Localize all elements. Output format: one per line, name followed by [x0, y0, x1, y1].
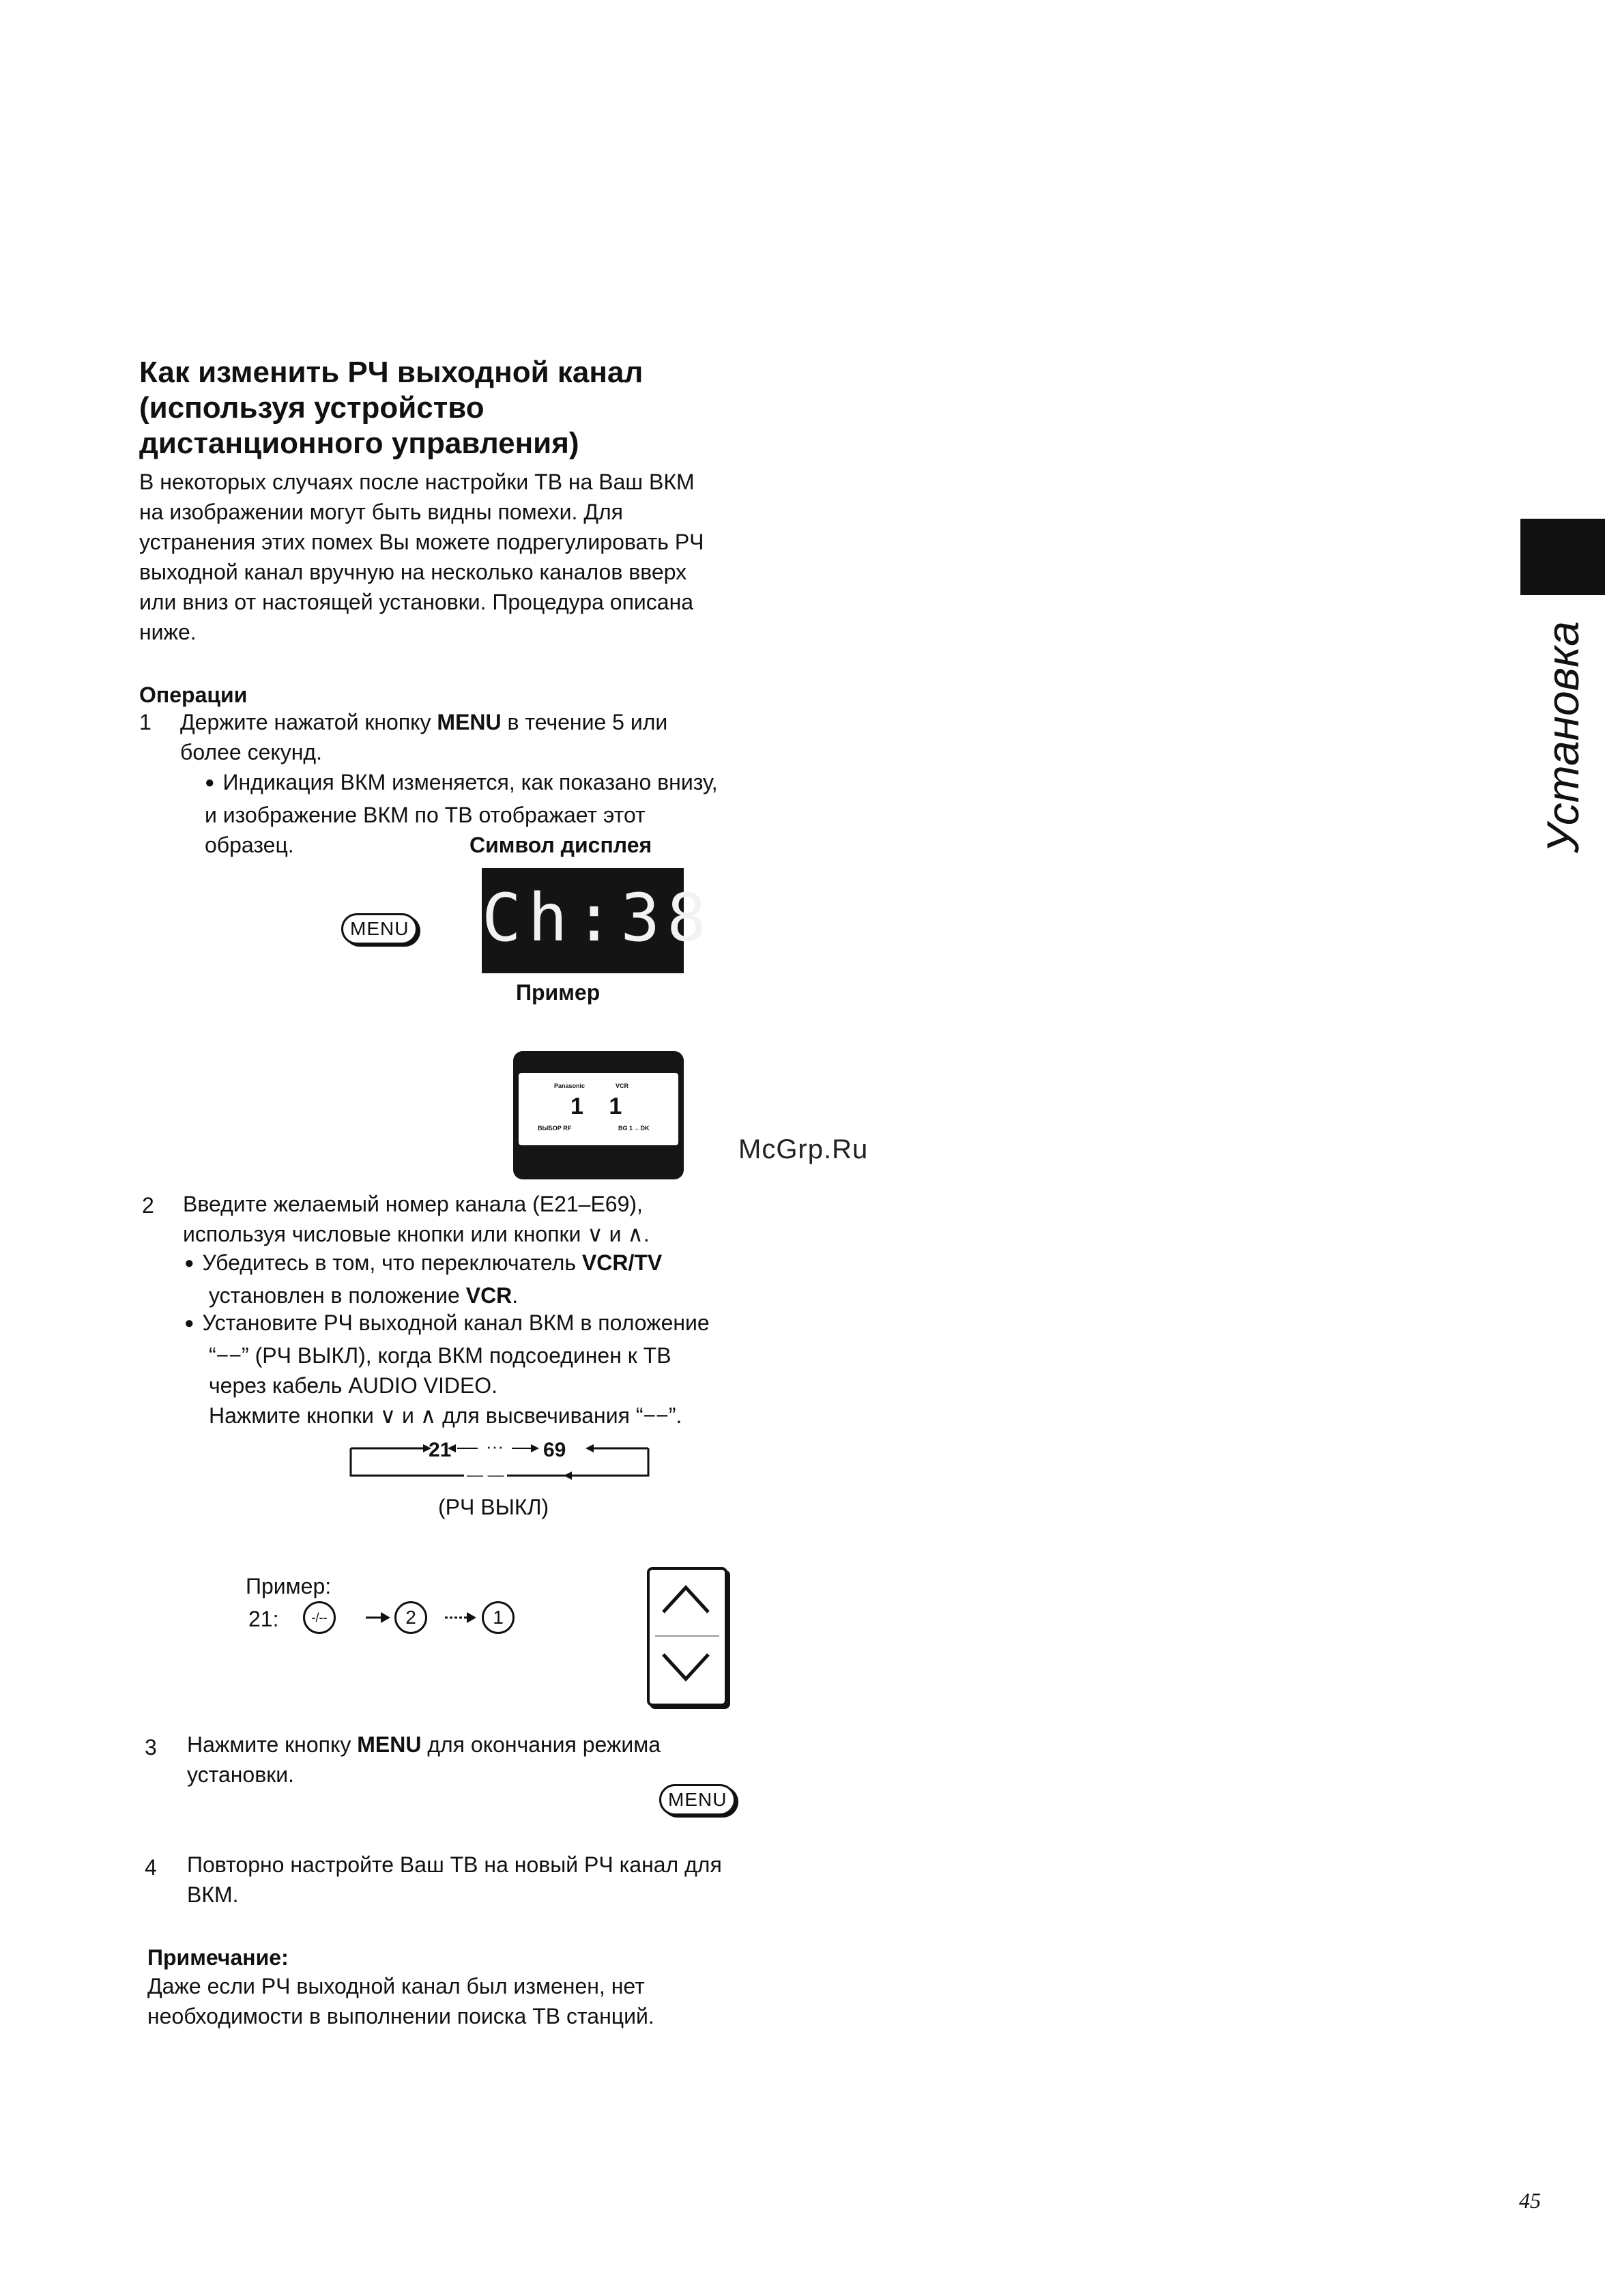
step-2-b1-text-2: установлен в положение: [209, 1283, 466, 1308]
tv-rf-label: ВЫБОР RF: [538, 1125, 572, 1132]
menu-button: MENU: [659, 1784, 736, 1816]
step-1-line-2: более секунд.: [180, 740, 322, 764]
cycle-caption: (РЧ ВЫКЛ): [438, 1495, 549, 1519]
menu-button: MENU: [341, 913, 418, 945]
cycle-dots: ···: [486, 1436, 504, 1456]
title-line-3: дистанционного управления): [139, 427, 579, 460]
cycle-start: 21: [429, 1439, 452, 1461]
step-2-bullet-1: [184, 1248, 798, 1310]
digit-key-2-icon: 2: [394, 1601, 427, 1634]
intro-line: В некоторых случаях после настройки ТВ на Ваш ВКМ: [139, 470, 695, 494]
tv-system-label: BG 1 ←DK: [618, 1125, 650, 1132]
note-line-2: необходимости в выполнении поиска ТВ станций.: [147, 2004, 654, 2028]
step-3-line-2: установки.: [187, 1762, 294, 1787]
tv-end-label: КОНЕЦ:MENU: [601, 1136, 643, 1143]
step-2-b1-text: Убедитесь в том, что переключатель: [202, 1250, 582, 1275]
intro-line: устранения этих помех Вы можете подрегулировать РЧ: [139, 530, 704, 554]
step-2-b2-line-3: через кабель AUDIO VIDEO.: [209, 1373, 498, 1398]
step-3-number: 3: [145, 1735, 157, 1760]
step-2-b1-period: .: [512, 1283, 519, 1308]
step-2-line-1: Введите желаемый номер канала (E21–E69),: [183, 1192, 643, 1216]
step-4-text: [187, 1850, 815, 1910]
vcr-keyword: VCR: [465, 1283, 512, 1308]
section-tab-label: Установка: [1537, 621, 1588, 854]
step-3-text: [187, 1730, 801, 1790]
step-3-text-b: для окончания режима: [421, 1732, 661, 1757]
example-caption: Пример: [516, 980, 601, 1005]
menu-keyword: MENU: [437, 710, 502, 734]
page-number: 45: [1519, 2188, 1541, 2213]
note-heading: Примечание:: [147, 1945, 289, 1970]
vcr-display-value: Ch:38: [482, 880, 713, 956]
section-tab-marker: [1520, 519, 1605, 595]
step-2-b2-line-4: Нажмите кнопки ∨ и ∧ для высвечивания “−−”.: [209, 1403, 682, 1428]
step-1-number: 1: [139, 710, 151, 734]
digit-key-1-icon: 1: [482, 1601, 515, 1634]
intro-line: выходной канал вручную на несколько каналов вверх: [139, 560, 687, 584]
note-line-1: Даже если РЧ выходной канал был изменен, нет: [147, 1974, 645, 1998]
up-arrow-icon: [659, 1581, 712, 1619]
tv-brand: Panasonic: [554, 1082, 585, 1089]
arrow-right-icon: [444, 1609, 478, 1626]
step-2-bullet-2: [184, 1308, 812, 1431]
intro-line: или вниз от настоящей установки. Процедура описана: [139, 590, 694, 614]
example-prefix: 21:: [248, 1607, 279, 1631]
step-1-text-a: Держите нажатой кнопку: [180, 710, 437, 734]
tv-channel-digits: 1 1: [570, 1093, 632, 1119]
watermark-text: McGrp.Ru: [738, 1134, 869, 1164]
cycle-end: 69: [543, 1439, 566, 1461]
tv-model: VCR: [616, 1082, 629, 1089]
intro-line: на изображении могут быть видны помехи. Для: [139, 500, 623, 524]
step-1-text: [180, 707, 794, 767]
page-title: [139, 355, 822, 461]
step-1-text-b: в течение 5 или: [501, 710, 668, 734]
step-1-bullet-line-3: образец.: [205, 833, 294, 857]
arrow-right-icon: [364, 1609, 392, 1626]
title-line-2: (используя устройство: [139, 391, 485, 425]
up-down-divider: [655, 1635, 719, 1637]
step-1-bullet-line-1: ● Индикация ВКМ изменяется, как показано внизу,: [205, 767, 805, 800]
vcr-tv-keyword: VCR/TV: [581, 1250, 663, 1275]
step-4-number: 4: [145, 1855, 157, 1880]
operations-heading: Операции: [139, 683, 248, 707]
cycle-off-dashes: — —: [464, 1466, 507, 1485]
step-2-b2-line-1: ● Установите РЧ выходной канал ВКМ в положение: [184, 1308, 812, 1340]
note-text: [147, 1971, 775, 2031]
step-4-line-1: Повторно настройте Ваш ТВ на новый РЧ канал для: [187, 1852, 722, 1877]
menu-keyword: MENU: [357, 1732, 422, 1757]
down-arrow-icon: [659, 1648, 712, 1686]
step-3-text-a: Нажмите кнопку: [187, 1732, 358, 1757]
example-label: Пример:: [246, 1574, 332, 1598]
step-2-text: [183, 1189, 797, 1249]
step-4-line-2: ВКМ.: [187, 1882, 239, 1907]
intro-paragraph: [139, 467, 801, 647]
step-2-number: 2: [142, 1193, 154, 1218]
dash-key-icon: -/--: [303, 1601, 336, 1634]
step-2-line-2: используя числовые кнопки или кнопки ∨ и ∧.: [183, 1222, 650, 1246]
display-caption: Символ дисплея: [469, 833, 652, 857]
intro-line: ниже.: [139, 620, 197, 644]
step-2-b2-line-2: “−−” (РЧ ВЫКЛ), когда ВКМ подсоединен к ТВ: [209, 1343, 671, 1368]
step-1-bullet-line-2: и изображение ВКМ по ТВ отображает этот: [205, 803, 646, 827]
title-line-1: Как изменить РЧ выходной канал: [139, 356, 644, 389]
